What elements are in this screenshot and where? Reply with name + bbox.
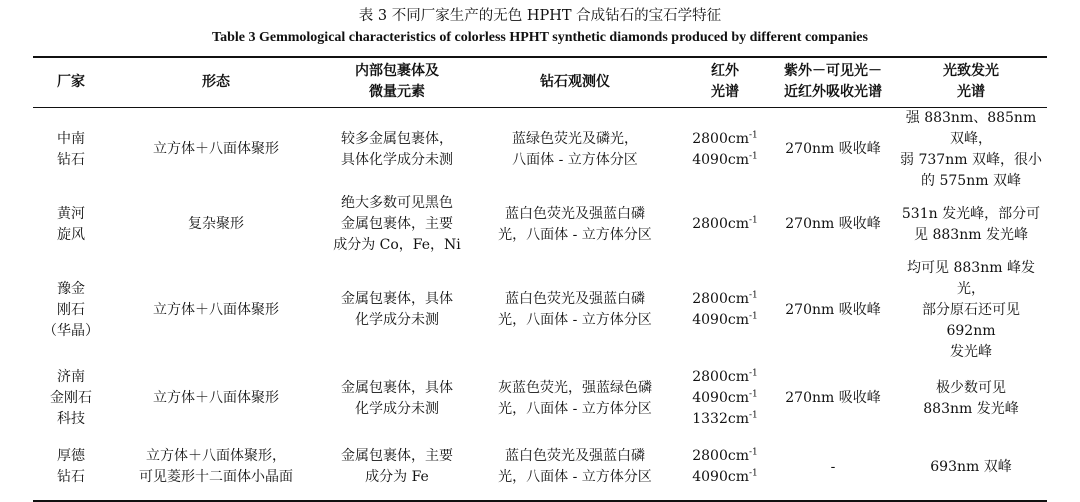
cell-inclusions [323,258,471,363]
cell-text: 豫金 [57,280,85,297]
cell-text: 光，八面体 - 立方体分区 [498,469,652,485]
cell-text: 金属包裹体，主要 [341,448,453,464]
cell-diamondview [471,107,679,192]
cell-text: 立方体＋八面体聚形， [146,448,286,464]
cell-text: 蓝白色荧光及强蓝白磷 [505,291,645,307]
cell-text: 成分为 Fe [365,469,429,485]
cell-maker [33,363,109,435]
cell-text: 具体化学成分未测 [341,151,453,168]
header-form [109,57,323,107]
cell-text: 立方体＋八面体聚形 [153,301,279,318]
cell-diamondview [471,363,679,435]
table-caption-chinese: 表 3 不同厂家生产的无色 HPHT 合成钻石的宝石学特征 [358,8,722,24]
cell-text: 旋风 [57,226,85,243]
header-ir-line-1: 红外 [711,63,739,80]
header-inclusions-line-1: 内部包裹体及 [355,63,439,80]
ir-number: 2800cm [692,369,749,385]
cell-text: 中南 [57,130,85,147]
cell-form [109,363,323,435]
header-maker-text: 厂家 [57,73,85,90]
cell-text: 极少数可见 [936,379,1006,396]
header-uvvis-line-2: 近红外吸收光谱 [784,84,882,101]
cell-diamondview [471,192,679,258]
cell-uvvis: 270nm 吸收峰 [785,216,881,232]
cell-maker [33,258,109,363]
table-row [33,107,1047,192]
ir-value [681,467,769,488]
cell-text: 531n 发光峰，部分可 [901,205,1041,222]
cell-text: 蓝白色荧光及强蓝白磷 [505,448,645,464]
cell-maker [33,192,109,258]
cell-pl [895,192,1047,258]
ir-number: 1332cm [692,411,749,427]
table-caption-english: Table 3 Gemmological characteristics of colorless HPHT synthetic diamonds produced by different companies [212,30,868,45]
cell-text: 693nm 双峰 [930,458,1012,475]
cell-text: 弱 737nm 双峰，很小 [900,151,1042,168]
ir-number: 4090cm [692,469,749,485]
cell-text: 化学成分未测 [355,312,439,328]
cell-text: 灰蓝色荧光，强蓝绿色磷 [498,379,652,396]
cell-pl [895,363,1047,435]
ir-number: 2800cm [692,216,749,232]
ir-value [681,446,769,467]
cell-text: 强 883nm、885nm 双峰， [905,109,1037,147]
cell-text: 发光峰 [950,343,992,360]
header-inclusions-line-2: 微量元素 [369,84,425,101]
cell-pl [895,258,1047,363]
header-ir-line-2: 光谱 [711,84,739,101]
header-maker [33,57,109,107]
cell-form [109,435,323,501]
cell-text: 厚德 [57,448,85,464]
cell-text: 金属包裹体，主要 [341,216,453,232]
ir-exponent: -1 [748,468,758,479]
cell-text: 光，八面体 - 立方体分区 [498,312,652,328]
header-pl [895,57,1047,107]
cell-text: 金属包裹体，具体 [341,379,453,396]
ir-exponent: -1 [748,447,758,458]
cell-pl [895,107,1047,192]
table-row [33,192,1047,258]
cell-text: 八面体 - 立方体分区 [512,151,638,168]
cell-text: 均可见 883nm 峰发光， [907,259,1035,297]
cell-uvvis: - [771,435,895,501]
ir-exponent: -1 [748,410,758,421]
cell-text: 金属包裹体，具体 [341,291,453,307]
ir-number: 2800cm [692,291,749,307]
header-ir [679,57,771,107]
cell-inclusions [323,363,471,435]
cell-text: 复杂聚形 [188,216,244,232]
ir-number: 4090cm [692,390,749,406]
cell-text: 较多金属包裹体， [341,130,453,147]
cell-text: 刚石 [57,301,85,318]
cell-text: 黄河 [57,205,85,222]
cell-text: 钻石 [57,469,85,485]
ir-value [681,214,769,235]
cell-text: 的 575nm 双峰 [921,172,1021,189]
cell-text: 绝大多数可见黑色 [341,195,453,211]
cell-ir [679,435,771,501]
ir-value [681,310,769,331]
ir-value [681,388,769,409]
cell-ir [679,107,771,192]
ir-value [681,150,769,171]
ir-value [681,367,769,388]
cell-diamondview [471,258,679,363]
cell-text: 光，八面体 - 立方体分区 [498,400,652,417]
cell-text: 钻石 [57,151,85,168]
table-row [33,363,1047,435]
header-uvvis [771,57,895,107]
cell-text: 立方体＋八面体聚形 [153,141,279,157]
cell-text: 883nm 发光峰 [923,400,1019,417]
cell-uvvis: 270nm 吸收峰 [785,141,881,157]
cell-text: 部分原石还可见 692nm [922,301,1020,339]
table-row [33,435,1047,501]
cell-maker [33,107,109,192]
header-form-text: 形态 [202,73,230,90]
ir-exponent: -1 [748,290,758,301]
cell-ir [679,258,771,363]
ir-exponent: -1 [748,368,758,379]
cell-text: 金刚石 [50,390,92,406]
cell-text: 济南 [57,369,85,385]
ir-exponent: -1 [748,311,758,322]
header-diamondview-text: 钻石观测仪 [540,73,610,90]
cell-inclusions [323,435,471,501]
cell-inclusions [323,107,471,192]
cell-text: 可见菱形十二面体小晶面 [139,469,293,485]
cell-maker [33,435,109,501]
ir-number: 2800cm [692,448,749,464]
ir-exponent: -1 [748,129,758,140]
cell-pl [895,435,1047,501]
ir-number: 2800cm [692,130,749,147]
ir-value [681,409,769,430]
cell-diamondview [471,435,679,501]
table-row [33,258,1047,363]
ir-exponent: -1 [748,389,758,400]
cell-inclusions [323,192,471,258]
cell-ir [679,192,771,258]
cell-text: 蓝白色荧光及强蓝白磷 [505,205,645,222]
header-uvvis-line-1: 紫外－可见光－ [784,63,882,80]
cell-text: 成分为 Co，Fe，Ni [333,237,461,253]
cell-form [109,107,323,192]
cell-text: （华晶） [43,322,99,339]
header-inclusions [323,57,471,107]
ir-exponent: -1 [748,215,758,226]
ir-value [681,129,769,150]
cell-text: 化学成分未测 [355,400,439,417]
ir-value [681,289,769,310]
cell-text: 立方体＋八面体聚形 [153,390,279,406]
cell-uvvis: 270nm 吸收峰 [785,390,881,406]
ir-exponent: -1 [748,150,758,161]
header-pl-line-1: 光致发光 [943,63,999,80]
gemmological-table [33,56,1047,502]
header-row [33,57,1047,107]
cell-text: 光，八面体 - 立方体分区 [498,226,652,243]
ir-number: 4090cm [692,312,749,328]
cell-form [109,258,323,363]
cell-text: 见 883nm 发光峰 [914,226,1028,243]
cell-text: 科技 [57,411,85,427]
cell-ir [679,363,771,435]
cell-uvvis: 270nm 吸收峰 [785,301,881,318]
header-diamondview [471,57,679,107]
cell-form [109,192,323,258]
cell-text: 蓝绿色荧光及磷光， [512,130,638,147]
header-pl-line-2: 光谱 [957,84,985,101]
ir-number: 4090cm [692,151,749,168]
